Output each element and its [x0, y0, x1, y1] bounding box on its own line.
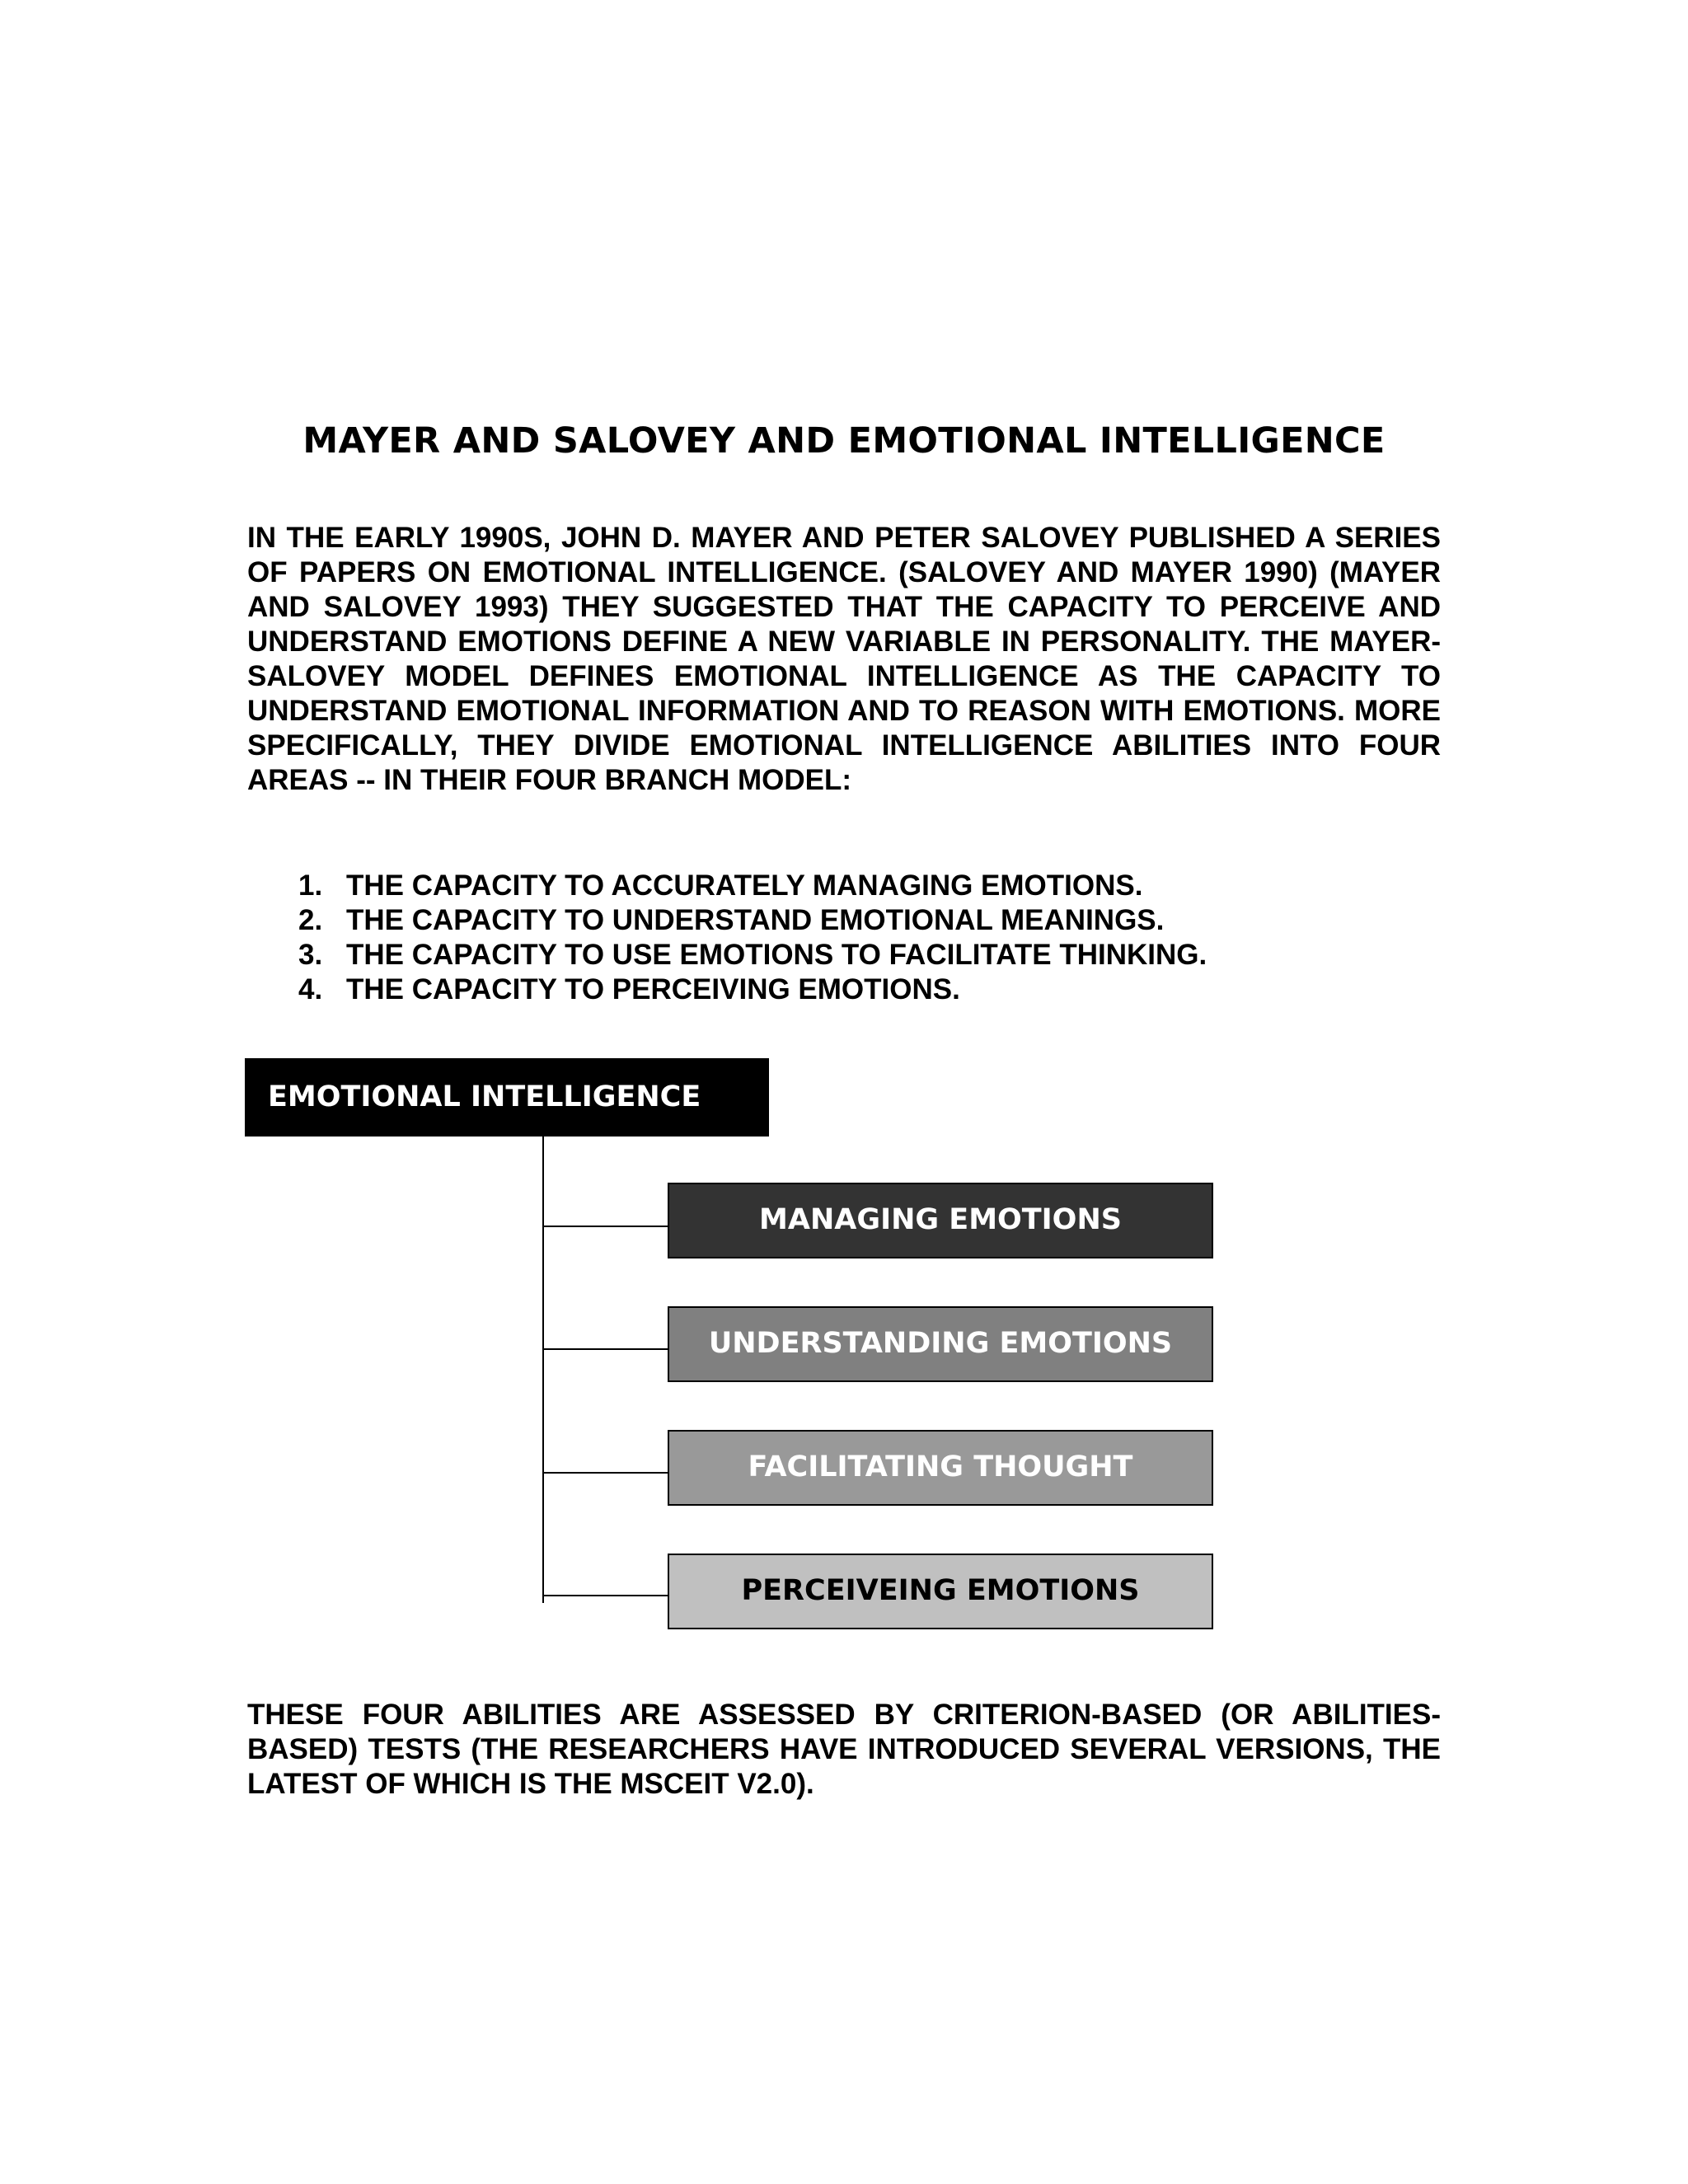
diagram-box-perceiving-emotions: PERCEIVEING EMOTIONS	[668, 1554, 1213, 1629]
list-item-text: THE CAPACITY TO PERCEIVING EMOTIONS.	[346, 973, 960, 1005]
diagram-box-understanding-emotions: UNDERSTANDING EMOTIONS	[668, 1306, 1213, 1382]
diagram-trunk-line	[542, 1137, 544, 1603]
diagram-branch-line	[544, 1226, 668, 1227]
page-title: MAYER AND SALOVEY AND EMOTIONAL INTELLIGENCE	[302, 420, 1386, 462]
diagram-box-managing-emotions: MANAGING EMOTIONS	[668, 1183, 1213, 1258]
list-item-text: THE CAPACITY TO ACCURATELY MANAGING EMOTIONS.	[346, 869, 1143, 902]
list-item-text: THE CAPACITY TO UNDERSTAND EMOTIONAL MEANINGS.	[346, 904, 1165, 936]
list-item-number: 1.	[298, 869, 323, 902]
diagram-branch-line	[544, 1472, 668, 1474]
intro-paragraph: IN THE EARLY 1990S, JOHN D. MAYER AND PETER SALOVEY PUBLISHED A SERIES OF PAPERS ON EMOTIONAL INTELLIGENCE. (SALOVEY AND MAYER 1990) (MAYER AND SALOVEY 1993) THEY SUGGESTED THAT THE CAPACITY TO PERCEIVE AND UNDERSTAND EMOTIONS DEFINE A NEW VARIABLE IN PERSONALITY. THE MAYER-SALOVEY MODEL DEFINES EMOTIONAL INTELLIGENCE AS THE CAPACITY TO UNDERSTAND EMOTIONAL INFORMATION AND TO REASON WITH EMOTIONS. MORE SPECIFICALLY, THEY DIVIDE EMOTIONAL INTELLIGENCE ABILITIES INTO FOUR AREAS -- IN THEIR FOUR BRANCH MODEL:	[247, 522, 1441, 796]
closing-paragraph: THESE FOUR ABILITIES ARE ASSESSED BY CRITERION-BASED (OR ABILITIES-BASED) TESTS (THE RESEARCHERS HAVE INTRODUCED SEVERAL VERSIONS, THE LATEST OF WHICH IS THE MSCEIT V2.0).	[247, 1699, 1441, 1800]
diagram-root-box: EMOTIONAL INTELLIGENCE	[245, 1058, 769, 1137]
list-item-number: 2.	[298, 904, 323, 936]
list-item-text: THE CAPACITY TO USE EMOTIONS TO FACILITATE THINKING.	[346, 939, 1207, 971]
list-item-number: 4.	[298, 973, 323, 1005]
diagram-box-facilitating-thought: FACILITATING THOUGHT	[668, 1430, 1213, 1506]
diagram-branch-line	[544, 1348, 668, 1350]
list-item-number: 3.	[298, 939, 323, 971]
diagram-branch-line	[544, 1595, 668, 1596]
